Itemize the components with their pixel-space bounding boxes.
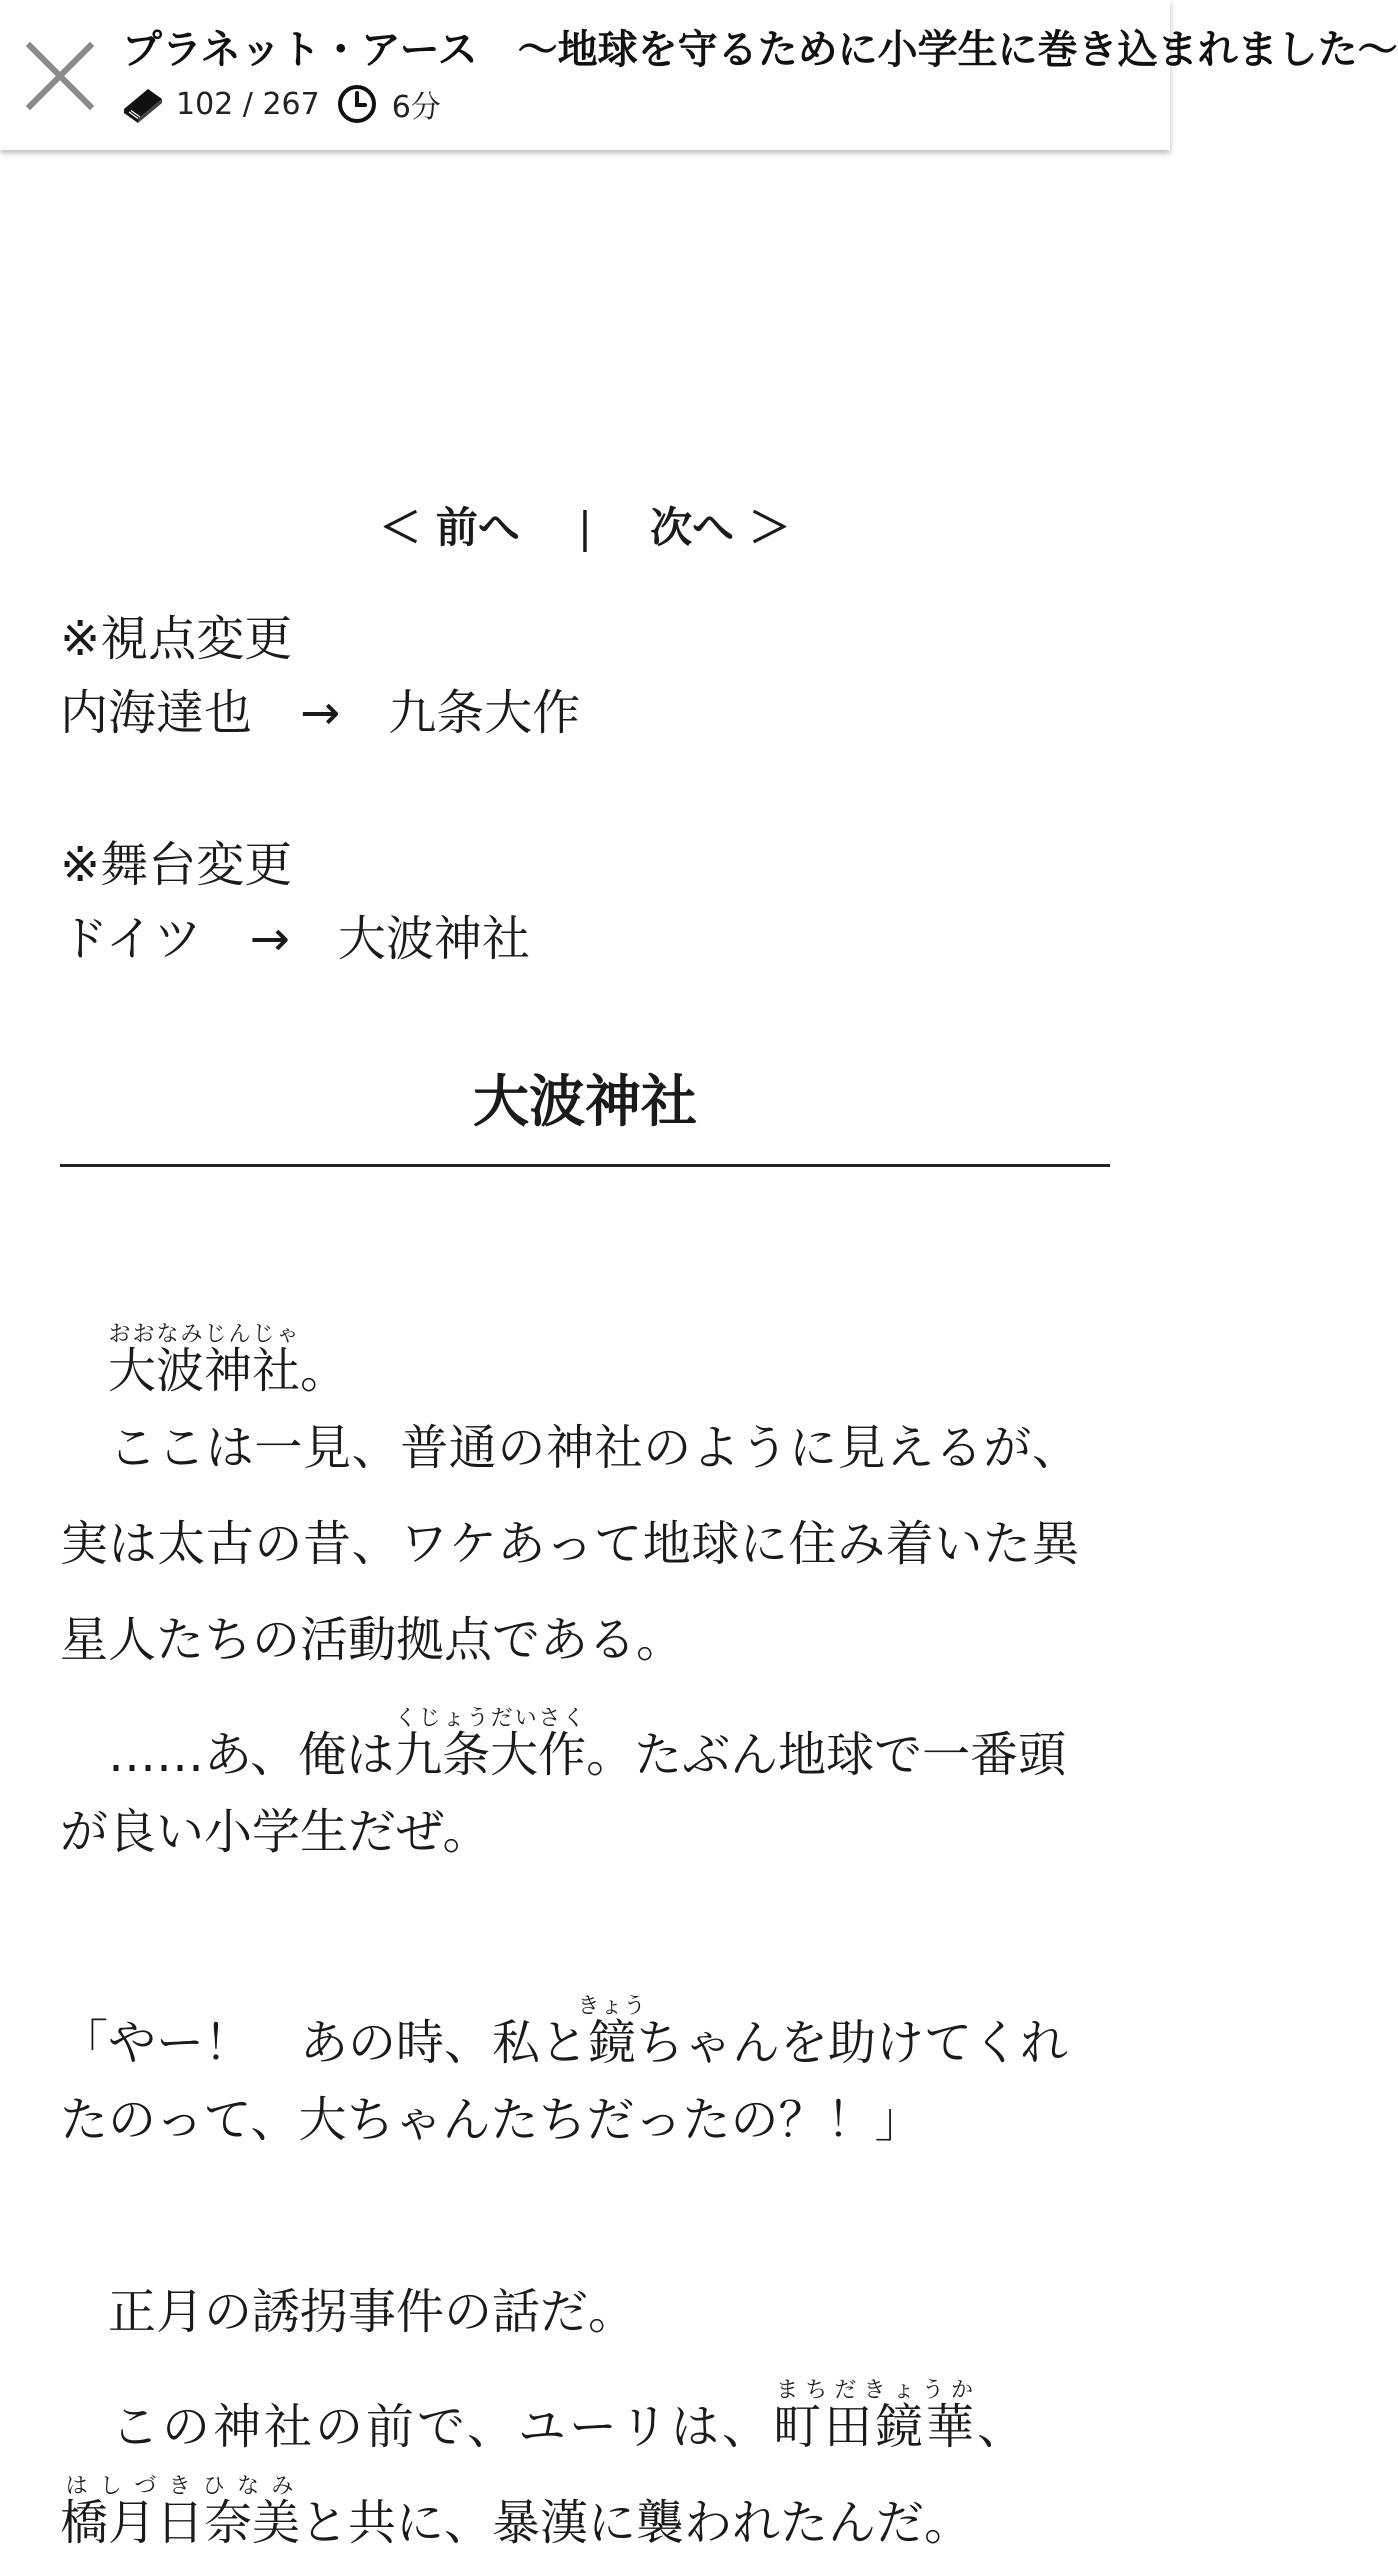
episode-nav <box>60 495 1110 555</box>
pov-note-heading: ※視点変更 <box>60 611 293 667</box>
nav-divider: | <box>577 503 593 552</box>
ruby-word <box>394 1706 587 1783</box>
ruby-base: 町田鏡華 <box>773 2399 978 2455</box>
ruby-base: 九条大作 <box>394 1727 587 1783</box>
book-icon <box>120 83 166 125</box>
ruby-reading: きょう <box>577 1994 647 2019</box>
text-run: と共に、暴漢に襲われたんだ。 <box>300 2495 973 2551</box>
ruby-reading: くじょうだいさく <box>394 1706 587 1731</box>
page-progress: 102 / 267 <box>176 86 320 122</box>
episode-title: プラネット・アース ～地球を守るために小学生に巻き込まれました～ <box>122 27 1398 73</box>
ruby-reading: おおなみじんじゃ <box>108 1322 301 1347</box>
ruby-word <box>577 1994 647 2071</box>
text-run: 「やー！ あの時、私と <box>60 2015 589 2071</box>
text-run: この神社の前で、ユーリは、 <box>60 2399 774 2455</box>
indent <box>60 1343 108 1399</box>
body-line: たのって、大ちゃんたちだったの？！」 <box>60 2092 923 2148</box>
ruby-base: 橋月日奈美 <box>60 2495 301 2551</box>
body-line: が良い小学生だぜ。 <box>60 1804 491 1860</box>
ruby-reading: まちだきょうか <box>773 2378 978 2403</box>
ruby-reading: はしづきひなみ <box>60 2474 301 2499</box>
section-title: 大波神社 <box>473 1070 697 1135</box>
close-button[interactable] <box>22 38 98 114</box>
text-run: 。たぶん地球で一番頭 <box>586 1727 1067 1783</box>
ruby-word <box>60 2474 301 2551</box>
text-run: 。 <box>300 1343 349 1399</box>
read-time: 6分 <box>391 90 441 125</box>
section-divider <box>60 1164 1110 1167</box>
body-line: 正月の誘拐事件の話だ。 <box>60 2284 637 2340</box>
text-run: 、 <box>977 2399 1029 2455</box>
next-episode-link[interactable]: 次へ ＞ <box>650 503 791 552</box>
ruby-word <box>108 1322 301 1399</box>
text-run: ……あ、俺は <box>60 1727 395 1783</box>
body-line <box>60 1994 1068 2073</box>
body-line: ここは一見、普通の神社のように見えるが、 <box>60 1420 1081 1476</box>
prev-episode-link[interactable]: ＜ 前へ <box>379 503 520 552</box>
body-line <box>60 1706 1066 1785</box>
text-run: ちゃんを助けてくれ <box>636 2015 1069 2071</box>
body-line: 実は太古の昔、ワケあって地球に住み着いた異 <box>60 1516 1081 1572</box>
ruby-base: 大波神社 <box>108 1343 301 1399</box>
reader-header <box>0 0 1398 150</box>
stage-note-heading: ※舞台変更 <box>60 837 293 893</box>
pov-note-change: 内海達也 → 九条大作 <box>60 685 581 741</box>
body-line <box>60 2378 1028 2457</box>
stage-note-change: ドイツ → 大波神社 <box>60 911 530 967</box>
body-line: 星人たちの活動拠点である。 <box>60 1612 685 1668</box>
body-line <box>60 2474 972 2553</box>
reading-meta <box>120 80 441 128</box>
clock-icon <box>336 83 378 125</box>
body-line <box>60 1322 348 1401</box>
ruby-word <box>773 2378 978 2455</box>
close-icon[interactable] <box>22 38 98 114</box>
ruby-base: 鏡 <box>577 2015 647 2071</box>
